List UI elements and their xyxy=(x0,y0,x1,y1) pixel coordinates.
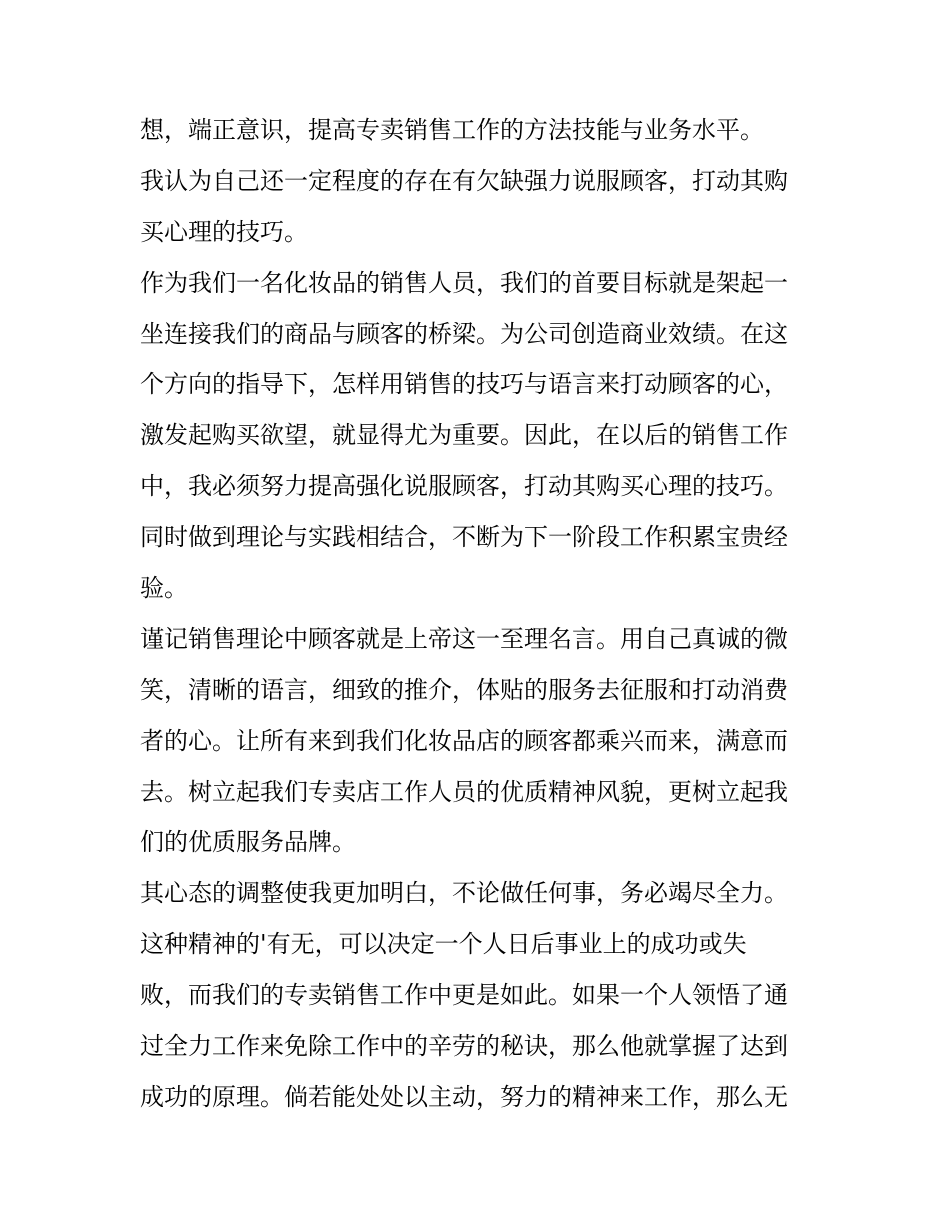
text-line: 验。 xyxy=(140,574,188,603)
text-line: 败，而我们的专卖销售工作中更是如此。如果一个人领悟了通 xyxy=(140,981,788,1010)
text-line: 去。树立起我们专卖店工作人员的优质精神风貌，更树立起我 xyxy=(140,777,788,806)
text-line: 过全力工作来免除工作中的辛劳的秘诀，那么他就掌握了达到 xyxy=(140,1032,788,1061)
text-line: 作为我们一名化妆品的销售人员，我们的首要目标就是架起一 xyxy=(140,268,788,297)
text-line: 谨记销售理论中顾客就是上帝这一至理名言。用自己真诚的微 xyxy=(140,624,788,653)
text-line: 我认为自己还一定程度的存在有欠缺强力说服顾客，打动其购 xyxy=(140,166,788,195)
text-line: 成功的原理。倘若能处处以主动，努力的精神来工作，那么无 xyxy=(140,1082,788,1111)
text-line: 买心理的技巧。 xyxy=(140,217,308,246)
text-line: 这种精神的'有无，可以决定一个人日后事业上的成功或失 xyxy=(140,930,747,959)
text-line: 们的优质服务品牌。 xyxy=(140,828,356,857)
text-line: 同时做到理论与实践相结合，不断为下一阶段工作积累宝贵经 xyxy=(140,523,788,552)
text-line: 中，我必须努力提高强化说服顾客，打动其购买心理的技巧。 xyxy=(140,472,788,501)
text-line: 坐连接我们的商品与顾客的桥梁。为公司创造商业效绩。在这 xyxy=(140,319,788,348)
text-line: 其心态的调整使我更加明白，不论做任何事，务必竭尽全力。 xyxy=(140,879,788,908)
text-line: 个方向的指导下，怎样用销售的技巧与语言来打动顾客的心， xyxy=(140,370,788,399)
text-line: 想，端正意识，提高专卖销售工作的方法技能与业务水平。 xyxy=(140,116,764,144)
text-line: 者的心。让所有来到我们化妆品店的顾客都乘兴而来，满意而 xyxy=(140,726,788,755)
text-line: 激发起购买欲望，就显得尤为重要。因此，在以后的销售工作 xyxy=(140,421,788,450)
text-line: 笑，清晰的语言，细致的推介，体贴的服务去征服和打动消费 xyxy=(140,675,788,704)
document-body xyxy=(140,108,820,1126)
